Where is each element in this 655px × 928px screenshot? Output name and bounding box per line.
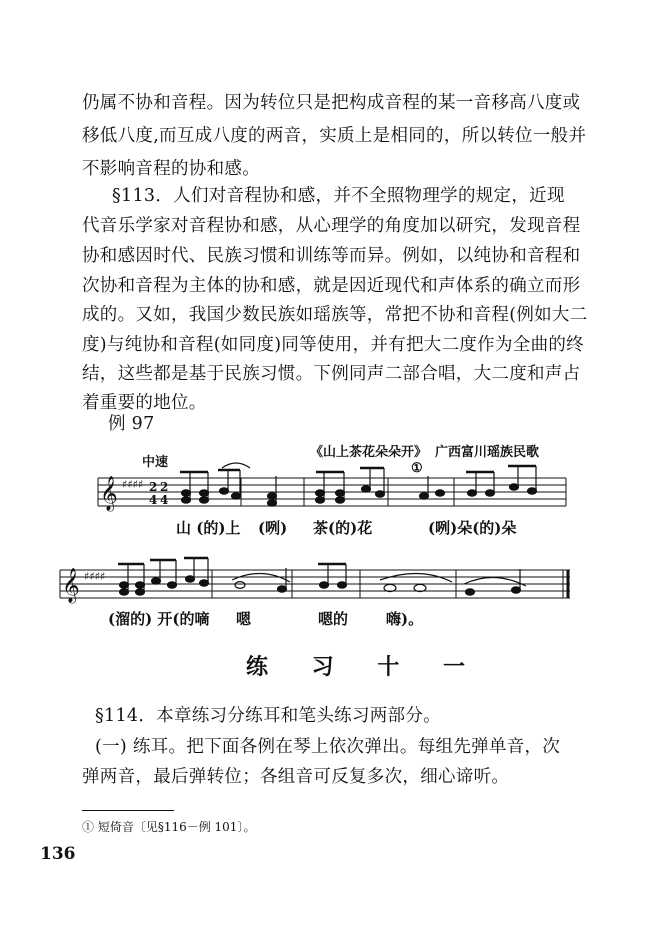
para-line-7: 次协和音程为主体的协和感，就是因近现代和声体系的确立而形 — [82, 276, 581, 296]
exercise-line-2: (一) 练耳。把下面各例在琴上依次弹出。每组先弹单音，次 — [95, 737, 561, 757]
exercise-line-1: §114．本章练习分练耳和笔头练习两部分。 — [95, 706, 441, 726]
song-source: 广西富川瑶族民歌 — [435, 445, 540, 460]
para-line-10: 结，这些都是基于民族习惯。下例同声二部合唱，大二度和声占 — [82, 364, 581, 384]
time-sig-top-b: 2 — [160, 480, 169, 494]
lyric-row1-2: (咧) — [258, 519, 288, 537]
time-sig-top: 2 — [149, 480, 158, 494]
lyric-row1-4: (咧)朵(的)朵 — [428, 519, 517, 537]
footnote: ① 短倚音〔见§116－例 101〕。 — [82, 820, 256, 834]
footnote-rule — [82, 810, 174, 811]
exercise-line-3: 弹两音，最后弹转位；各组音可反复多次，细心谛听。 — [82, 767, 510, 787]
treble-clef-2: 𝄞 — [62, 568, 80, 603]
ornament-mark: ① — [411, 461, 423, 476]
para-line-5: 代音乐学家对音程协和感，从心理学的角度加以研究，发现音程 — [82, 216, 581, 236]
page-number: 136 — [40, 844, 76, 864]
para-line-2: 移低八度,而互成八度的两音，实质上是相同的，所以转位一般并 — [82, 126, 587, 146]
song-title: 《山上茶花朵朵开》 — [310, 445, 428, 460]
lyric-row1-3: 茶(的)花 — [313, 519, 373, 537]
para-line-1: 仍属不协和音程。因为转位只是把构成音程的某一音移高八度或 — [82, 93, 581, 113]
para-line-11: 着重要的地位。 — [82, 393, 207, 413]
lyric-row1-1: 山 (的)上 — [176, 519, 241, 537]
para-line-8: 成的。又如，我国少数民族如瑶族等，常把不协和音程(例如大二 — [82, 305, 588, 325]
key-signature-2: ♯♯♯♯ — [84, 570, 106, 583]
para-line-4: §113．人们对音程协和感，并不全照物理学的规定，近现 — [112, 186, 565, 206]
lyric-row2-4: 嗨)。 — [386, 610, 424, 628]
key-signature-1: ♯♯♯♯ — [122, 478, 144, 491]
para-line-3: 不影响音程的协和感。 — [82, 159, 260, 179]
lyric-row2-2: 嗯 — [236, 610, 252, 628]
exercise-title: 练 习 十 一 — [246, 654, 483, 680]
treble-clef-1: 𝄞 — [100, 476, 118, 511]
lyric-row2-3: 嗯的 — [318, 610, 349, 628]
time-sig-bottom-b: 4 — [160, 493, 169, 507]
para-line-6: 协和感因时代、民族习惯和训练等而异。例如，以纯协和音程和 — [82, 246, 581, 266]
lyric-row2-1: (溜的) 开(的嘀 — [108, 610, 210, 628]
tempo-marking: 中速 — [142, 455, 169, 470]
para-line-9: 度)与纯协和音程(如同度)同等使用，并有把大二度作为全曲的终 — [82, 335, 584, 355]
time-sig-bottom: 4 — [149, 493, 158, 507]
example-label: 例 97 — [108, 414, 155, 434]
